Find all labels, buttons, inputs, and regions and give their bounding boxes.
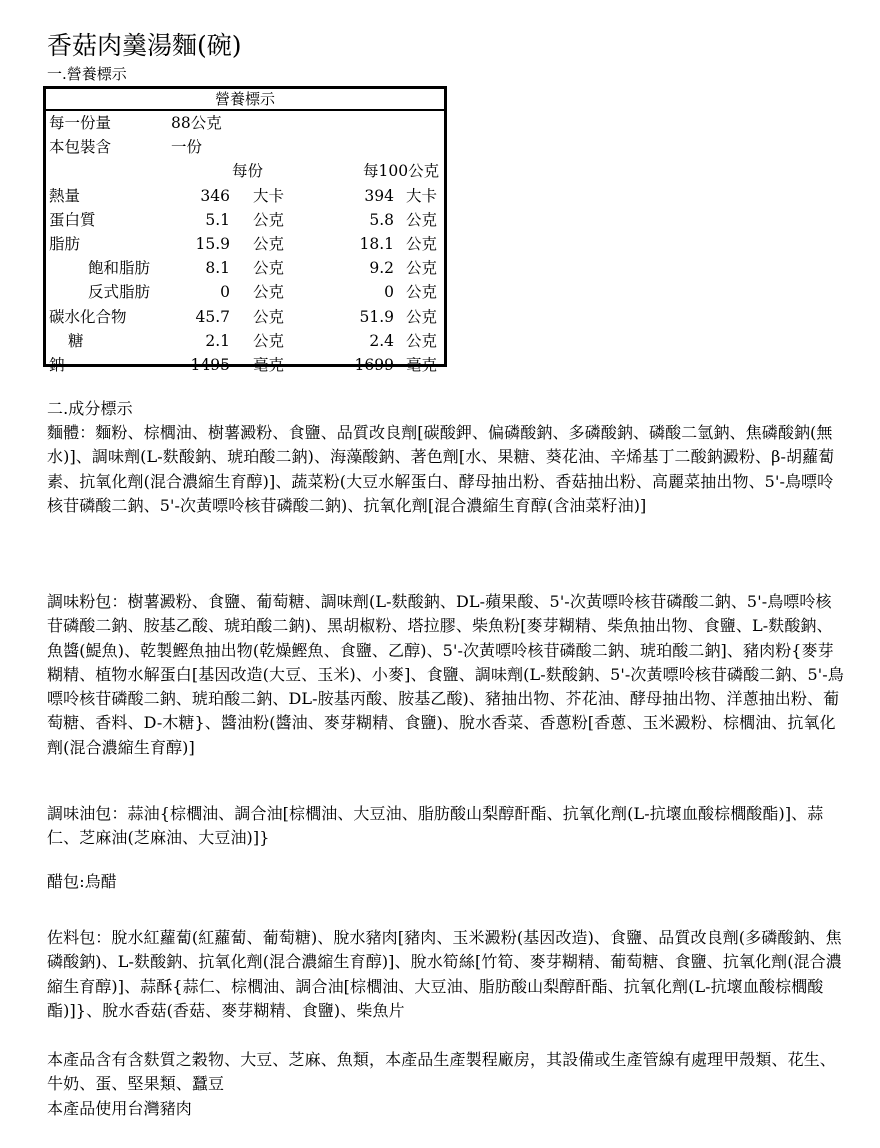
per-serving-unit: 公克 — [253, 259, 285, 278]
per-100g-unit: 公克 — [406, 210, 438, 229]
per-serving-unit: 公克 — [253, 210, 285, 229]
per-100g-unit: 公克 — [406, 331, 438, 350]
nutrient-row — [46, 184, 444, 208]
per-serving-unit: 公克 — [253, 307, 285, 326]
per-serving-unit: 大卡 — [253, 186, 285, 205]
per-100g-value: 51.9 — [359, 307, 394, 326]
ingredients-garnish: 佐料包：脫水紅蘿蔔(紅蘿蔔、葡萄糖)、脫水豬肉[豬肉、玉米澱粉(基因改造)、食鹽、品質改良劑(多磷酸鈉、焦磷酸鈉)、L-麩酸鈉、抗氧化劑(混合濃縮生育醇)]、脫水筍絲[竹筍、麥芽糊精、葡萄糖、食鹽、抗氧化劑(混合濃縮生育醇)]、蒜酥{蒜仁、棕櫚油、調合油[棕櫚油、大豆油、脂肪酸山梨醇酐酯、抗氧化劑(L-抗壞血酸棕櫚酸酯)]}、脫水香菇(香菇、麥芽糊精、食鹽)、柴魚片 — [47, 928, 842, 1020]
pork-origin-note: 本產品使用台灣豬肉 — [47, 1099, 192, 1118]
nutrient-row — [46, 232, 444, 256]
per-serving-value: 15.9 — [195, 234, 230, 253]
per-serving-unit: 毫克 — [253, 355, 285, 374]
per-serving-value: 8.1 — [205, 259, 230, 278]
per-serving-value: 2.1 — [205, 331, 230, 350]
per-100g-value: 9.2 — [369, 259, 394, 278]
per-100g-value: 1699 — [354, 355, 394, 374]
nutrient-row — [46, 353, 444, 377]
nutrition-section-heading: 一.營養標示 — [47, 65, 127, 83]
allergen-note: 本產品含有含麩質之穀物、大豆、芝麻、魚類，本產品生產製程廠房，其設備或生產管線有處理甲殼類、花生、牛奶、蛋、堅果類、蠶豆 — [47, 1050, 836, 1094]
product-title: 香菇肉羹湯麵(碗) — [47, 31, 242, 60]
servings-row — [46, 135, 444, 159]
nutrient-label: 蛋白質 — [49, 210, 96, 229]
per-serving-value: 5.1 — [205, 210, 230, 229]
ingredients-noodles: 麵體：麵粉、棕櫚油、樹薯澱粉、食鹽、品質改良劑[碳酸鉀、偏磷酸鈉、多磷酸鈉、磷酸二氫鈉、焦磷酸鈉(無水)]、調味劑(L-麩酸鈉、琥珀酸二鈉)、海藻酸鈉、著色劑[水、果糖、葵花油、辛烯基丁二酸鈉澱粉、β-胡蘿蔔素、抗氧化劑(混合濃縮生育醇)]、蔬菜粉(大豆水解蛋白、酵母抽出粉、香菇抽出粉、高麗菜抽出物、5'-鳥嘌呤核苷磷酸二鈉、5'-次黃嘌呤核苷磷酸二鈉)、抗氧化劑[混合濃縮生育醇(含油菜籽油)] — [47, 423, 835, 515]
per-serving-unit: 公克 — [253, 234, 285, 253]
nutrition-table-title: 營養標示 — [46, 89, 444, 111]
per-100g-value: 0 — [384, 283, 394, 302]
per-serving-unit: 公克 — [253, 331, 285, 350]
nutrition-table — [43, 86, 447, 374]
nutrient-label: 飽和脂肪 — [88, 259, 151, 278]
per-serving-value: 346 — [200, 186, 230, 205]
nutrient-row — [46, 329, 444, 353]
per-serving-value: 0 — [220, 283, 230, 302]
per-serving-value: 45.7 — [195, 307, 230, 326]
per-serving-header: 每份 — [232, 162, 264, 181]
ingredients-vinegar: 醋包:烏醋 — [47, 872, 117, 891]
serving-size-value: 88公克 — [171, 114, 222, 132]
nutrient-label: 脂肪 — [49, 234, 81, 253]
serving-size-row — [46, 111, 444, 135]
per-100g-value: 18.1 — [359, 234, 394, 253]
per-100g-unit: 公克 — [406, 234, 438, 253]
per-100g-value: 394 — [364, 186, 394, 205]
nutrient-label: 糖 — [68, 331, 84, 350]
serving-size-label: 每一份量 — [49, 114, 112, 132]
nutrient-row — [46, 305, 444, 329]
column-header-row — [46, 159, 444, 183]
per-serving-value: 1495 — [190, 355, 230, 374]
per-100g-unit: 公克 — [406, 283, 438, 302]
servings-label: 本包裝含 — [49, 138, 112, 157]
nutrient-row — [46, 208, 444, 232]
nutrient-label: 反式脂肪 — [88, 283, 151, 302]
servings-value: 一份 — [171, 138, 203, 157]
per-100g-value: 5.8 — [369, 210, 394, 229]
ingredients-seasoning-oil: 調味油包：蒜油{棕櫚油、調合油[棕櫚油、大豆油、脂肪酸山梨醇酐酯、抗氧化劑(L-抗壞血酸棕櫚酸酯)]、蒜仁、芝麻油(芝麻油、大豆油)]} — [47, 804, 824, 848]
per-100g-header: 每100公克 — [363, 162, 440, 181]
nutrient-label: 碳水化合物 — [49, 307, 127, 326]
per-100g-unit: 大卡 — [406, 186, 438, 205]
nutrient-label: 熱量 — [49, 186, 81, 205]
per-100g-unit: 毫克 — [406, 355, 438, 374]
per-100g-unit: 公克 — [406, 307, 438, 326]
per-serving-unit: 公克 — [253, 283, 285, 302]
ingredients-seasoning-powder: 調味粉包：樹薯澱粉、食鹽、葡萄糖、調味劑(L-麩酸鈉、DL-蘋果酸、5'-次黃嘌呤核苷磷酸二鈉、5'-鳥嘌呤核苷磷酸二鈉、胺基乙酸、琥珀酸二鈉)、黑胡椒粉、塔拉膠、柴魚粉[麥芽糊精、柴魚抽出物、食鹽、L-麩酸鈉、魚醬(鯷魚)、乾製鰹魚抽出物(乾燥鰹魚、食鹽、乙醇)、5'-次黃嘌呤核苷磷酸二鈉、琥珀酸二鈉]、豬肉粉{麥芽糊精、植物水解蛋白[基因改造(大豆、玉米)、小麥]、食鹽、調味劑(L-麩酸鈉、5'-次黃嘌呤核苷磷酸二鈉、5'-鳥嘌呤核苷磷酸二鈉、琥珀酸二鈉、DL-胺基丙酸、胺基乙酸)、豬抽出物、芥花油、酵母抽出物、洋蔥抽出粉、葡萄糖、香料、D-木糖}、醬油粉(醬油、麥芽糊精、食鹽)、脫水香菜、香蔥粉[香蔥、玉米澱粉、棕櫚油、抗氧化劑(混合濃縮生育醇)] — [47, 592, 844, 757]
per-100g-value: 2.4 — [369, 331, 394, 350]
per-100g-unit: 公克 — [406, 259, 438, 278]
nutrient-label: 鈉 — [49, 355, 65, 374]
ingredients-section-heading: 二.成分標示 — [47, 399, 133, 418]
nutrient-row — [46, 256, 444, 280]
nutrient-row — [46, 280, 444, 304]
